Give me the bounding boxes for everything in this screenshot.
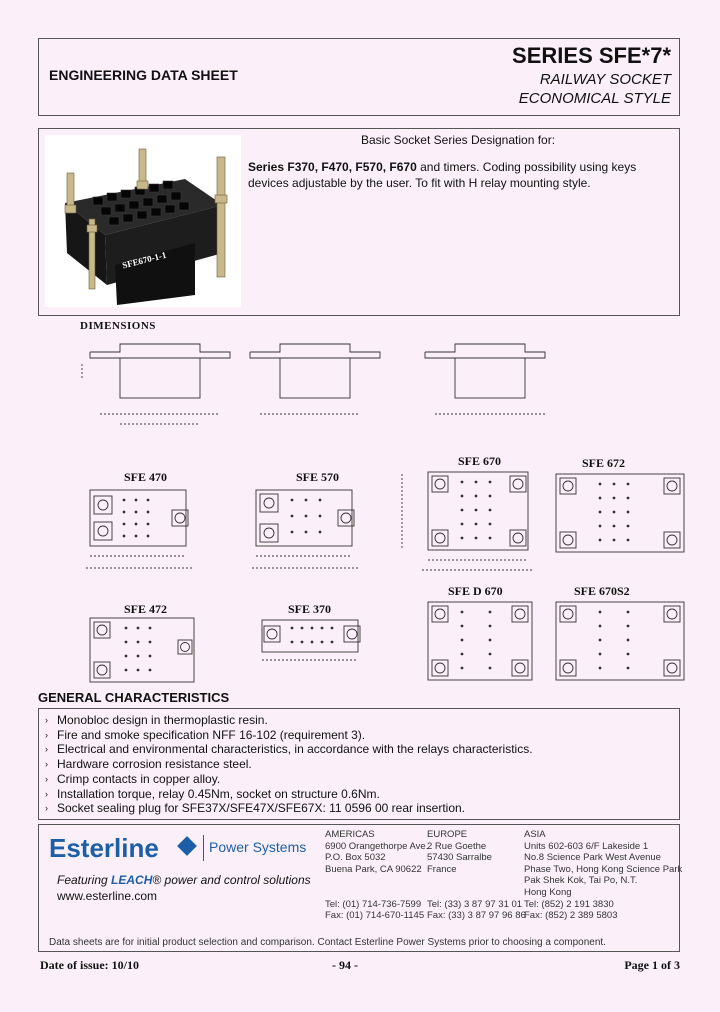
- logo-diamond-icon: [177, 836, 197, 856]
- logo-divider: [203, 835, 204, 861]
- list-item: › Hardware corrosion resistance steel.: [45, 757, 533, 772]
- diagram-label-sfe-670s2: SFE 670S2: [574, 584, 630, 598]
- intro-box: [38, 128, 680, 316]
- socket-photo: [45, 135, 241, 307]
- featuring-text: Featuring LEACH® power and control solutions: [57, 873, 311, 887]
- header-box: [38, 38, 680, 116]
- diagram-label-sfe-470: SFE 470: [124, 470, 168, 484]
- sfe-670s2-drawing: [552, 598, 688, 686]
- address-europe: EUROPE 2 Rue Goethe 57430 Sarralbe France Tel: (33) 3 87 97 31 01 Fax: (33) 3 87 97 96 86: [427, 829, 526, 922]
- sfe-470-drawing: [66, 486, 200, 574]
- photo-part-label: SFE670-1-1: [121, 249, 168, 271]
- diagram-label-sfe-670: SFE 670: [458, 454, 502, 468]
- list-item: › Socket sealing plug for SFE37X/SFE47X/SFE67X: 11 0596 00 rear insertion.: [45, 801, 533, 816]
- dimensions-heading: DIMENSIONS: [80, 320, 156, 332]
- diagram-label-sfe-d-670: SFE D 670: [448, 584, 503, 598]
- general-characteristics-title: GENERAL CHARACTERISTICS: [38, 690, 230, 705]
- list-item: › Monobloc design in thermoplastic resin.: [45, 713, 533, 728]
- address-americas: AMERICAS 6900 Orangethorpe Ave. P.O. Box 5032 Buena Park, CA 90622 Tel: (01) 714-736-7599 Fax: (01) 714-670-1145: [325, 829, 429, 922]
- company-footer-box: [38, 824, 683, 952]
- website-link[interactable]: www.esterline.com: [57, 889, 158, 903]
- date-of-issue: Date of issue: 10/10: [40, 958, 139, 972]
- characteristics-list: [45, 713, 533, 816]
- subtitle-railway-socket: RAILWAY SOCKET: [539, 71, 671, 88]
- general-characteristics-box: [38, 708, 680, 820]
- sfe-370-drawing: [240, 616, 370, 666]
- diagram-label-sfe-570: SFE 570: [296, 470, 340, 484]
- document-type-title: ENGINEERING DATA SHEET: [49, 67, 238, 83]
- logo-subtitle: Power Systems: [209, 839, 307, 855]
- series-title: SERIES SFE*7*: [512, 43, 671, 68]
- sfe-472-drawing: [86, 616, 200, 686]
- diagram-label-sfe-672: SFE 672: [582, 456, 626, 470]
- disclaimer: Data sheets are for initial product selection and comparison. Contact Esterline Power Systems prior to choosing a component.: [49, 937, 606, 948]
- address-asia: ASIA Units 602-603 6/F Lakeside 1 No.8 Science Park West Avenue Phase Two, Hong Kong Science Park Pak Shek Kok, Tai Po, N.T. Hong Kong Tel: (852) 2 191 3830 Fax: (852) 2 389 5803: [524, 829, 683, 922]
- page-count: Page 1 of 3: [624, 958, 680, 972]
- designation-heading: Basic Socket Series Designation for:: [360, 133, 556, 147]
- series-list: Series F370, F470, F570, F670: [248, 160, 417, 174]
- diagram-label-sfe-370: SFE 370: [288, 602, 332, 616]
- list-item: › Fire and smoke specification NFF 16-102 (requirement 3).: [45, 728, 533, 743]
- side-view-drawings: [70, 334, 690, 434]
- sfe-570-drawing: [226, 486, 370, 574]
- list-item: › Electrical and environmental characteristics, in accordance with the relays characteristics.: [45, 742, 533, 757]
- sfe-670-drawing: [390, 468, 540, 574]
- series-description-text: and timers. Coding possibility using keys devices adjustable by the user. To fit with H relay mounting style.: [248, 160, 637, 190]
- diagram-label-sfe-472: SFE 472: [124, 602, 168, 616]
- subtitle-economical-style: ECONOMICAL STYLE: [518, 90, 671, 107]
- page-number: - 94 -: [332, 958, 358, 972]
- sfe-672-drawing: [552, 470, 688, 556]
- list-item: › Installation torque, relay 0.45Nm, socket on structure 0.6Nm.: [45, 787, 533, 802]
- series-description: [248, 159, 668, 191]
- list-item: › Crimp contacts in copper alloy.: [45, 772, 533, 787]
- esterline-logo: Esterline: [49, 833, 159, 863]
- sfe-d-670-drawing: [424, 598, 536, 686]
